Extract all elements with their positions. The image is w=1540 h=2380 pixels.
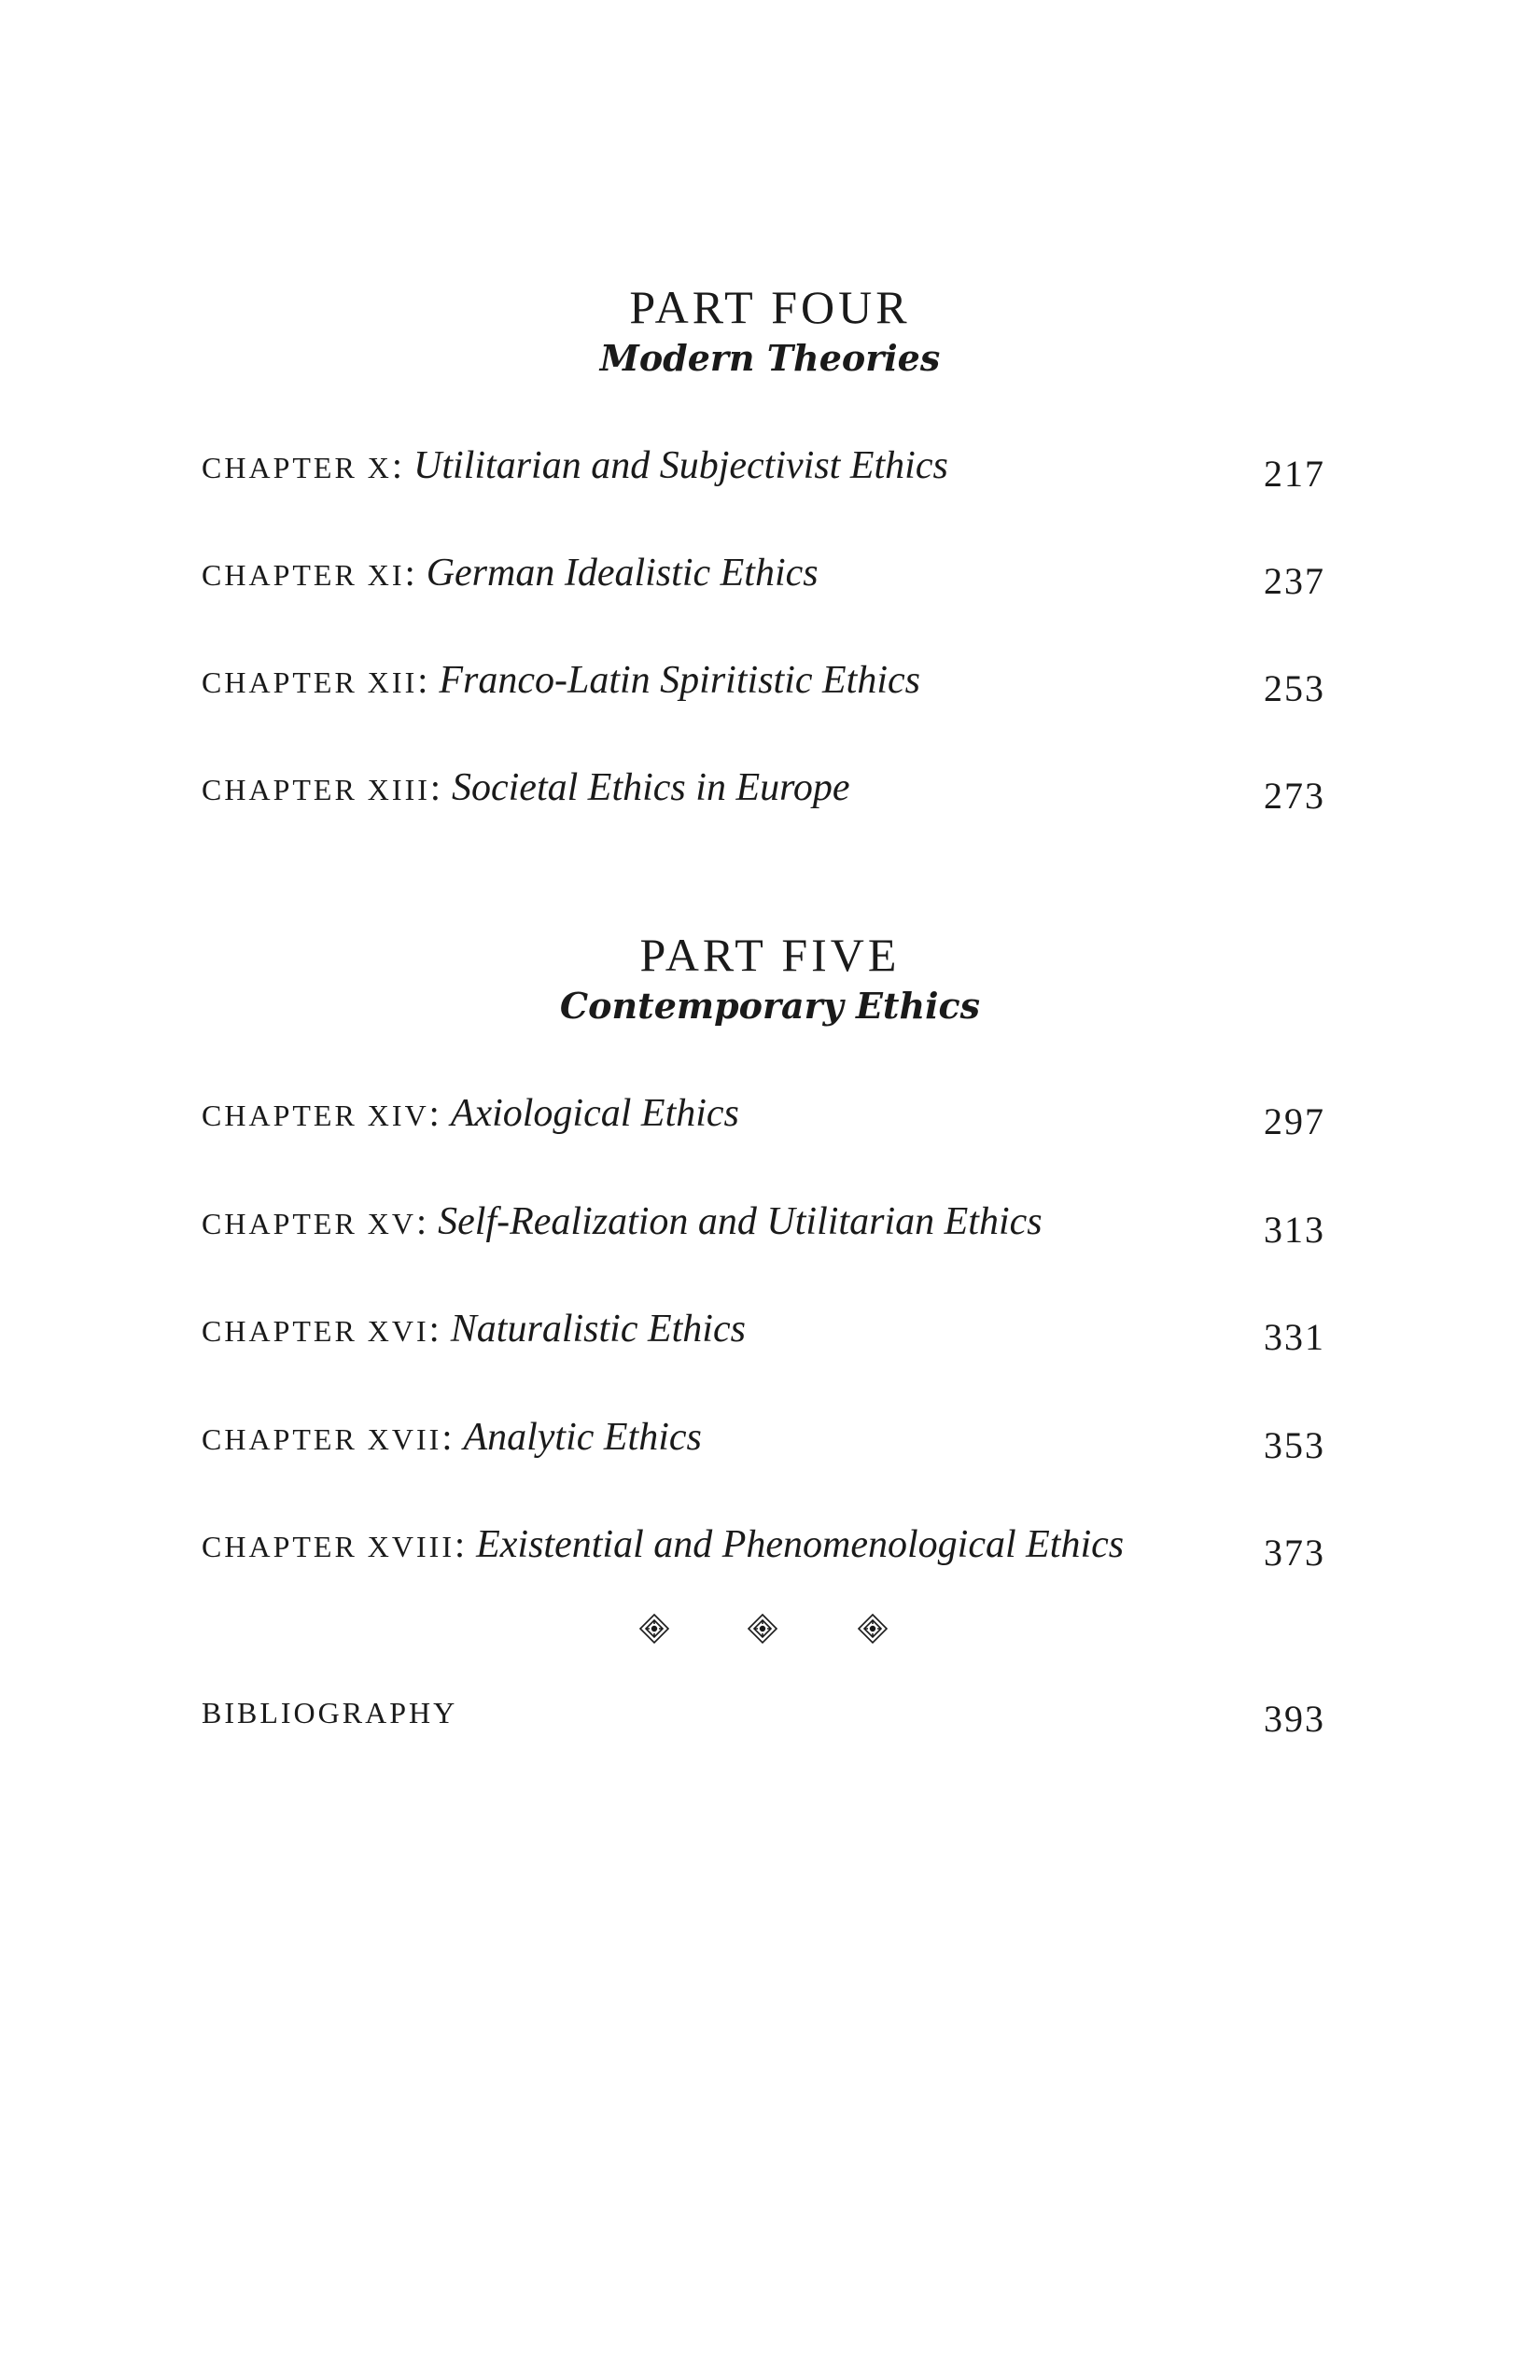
part-heading: PART FOUR	[629, 281, 911, 333]
chapter-label: CHAPTER XVI	[202, 1314, 429, 1348]
label-separator: :	[429, 766, 441, 808]
part-subtitle: Contemporary Ethics	[559, 985, 981, 1027]
label-separator: :	[391, 444, 403, 486]
toc-entry-chapter-xv[interactable]	[202, 1202, 1325, 1258]
toc-entry-chapter-xiii[interactable]	[202, 768, 1325, 824]
fleuron-diamond-icon	[638, 1613, 670, 1645]
toc-entry-bibliography[interactable]	[202, 1691, 1325, 1747]
chapter-label: CHAPTER X	[202, 451, 392, 484]
label-separator: :	[454, 1523, 466, 1565]
toc-entry-chapter-xvi[interactable]	[202, 1309, 1325, 1365]
chapter-label: CHAPTER XIII	[202, 773, 430, 806]
toc-entry-chapter-x[interactable]	[202, 446, 1325, 502]
label-separator: :	[404, 552, 415, 594]
part-subtitle: Modern Theories	[599, 337, 941, 379]
fleuron-diamond-icon	[857, 1613, 889, 1645]
label-separator: :	[441, 1416, 453, 1458]
label-separator: :	[416, 1200, 427, 1242]
chapter-title: Existential and Phenomenological Ethics	[476, 1523, 1125, 1566]
label-separator: :	[417, 659, 428, 701]
chapter-title: Analytic Ethics	[463, 1416, 702, 1459]
toc-entry-chapter-xviii[interactable]	[202, 1525, 1325, 1581]
chapter-title: German Idealistic Ethics	[426, 552, 819, 595]
page-number: 353	[1264, 1424, 1325, 1466]
chapter-title: Societal Ethics in Europe	[452, 766, 850, 809]
page-number: 313	[1264, 1209, 1325, 1251]
toc-entry-chapter-xi[interactable]	[202, 553, 1325, 609]
label-separator: :	[428, 1092, 440, 1134]
toc-entry-chapter-xvii[interactable]	[202, 1418, 1325, 1474]
toc-entry-chapter-xii[interactable]	[202, 661, 1325, 717]
chapter-label: CHAPTER XVIII	[202, 1530, 455, 1563]
page-number: 331	[1264, 1316, 1325, 1358]
part-four-header	[0, 280, 1540, 383]
part-heading: PART FIVE	[639, 929, 901, 981]
chapter-title: Utilitarian and Subjectivist Ethics	[413, 444, 948, 487]
chapter-label: CHAPTER XV	[202, 1207, 417, 1240]
chapter-label: CHAPTER XI	[202, 558, 405, 592]
ornament-divider	[0, 1613, 1540, 1650]
toc-entry-chapter-xiv[interactable]	[202, 1094, 1325, 1150]
page-number: 237	[1264, 560, 1325, 602]
page-number: 217	[1264, 453, 1325, 495]
chapter-label: CHAPTER XVII	[202, 1422, 442, 1456]
page-number: 373	[1264, 1532, 1325, 1574]
chapter-title: Franco-Latin Spiritistic Ethics	[439, 659, 920, 702]
page-number: 253	[1264, 667, 1325, 709]
bibliography-label: BIBLIOGRAPHY	[202, 1696, 458, 1729]
part-five-header	[0, 928, 1540, 1030]
label-separator: :	[428, 1308, 440, 1350]
page-number: 297	[1264, 1100, 1325, 1142]
chapter-title: Axiological Ethics	[450, 1092, 739, 1135]
page-number: 393	[1264, 1698, 1325, 1740]
chapter-label: CHAPTER XII	[202, 665, 418, 699]
chapter-label: CHAPTER XIV	[202, 1099, 429, 1132]
chapter-title: Self-Realization and Utilitarian Ethics	[438, 1200, 1043, 1243]
chapter-title: Naturalistic Ethics	[450, 1308, 746, 1351]
page-number: 273	[1264, 775, 1325, 817]
fleuron-diamond-icon	[747, 1613, 778, 1645]
